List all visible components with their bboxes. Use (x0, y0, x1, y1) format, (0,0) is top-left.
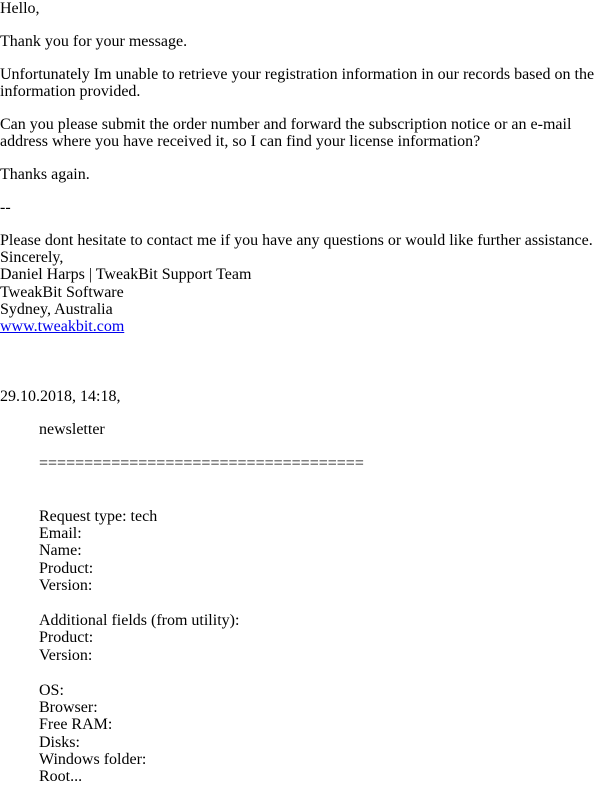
greeting: Hello, (0, 0, 40, 17)
field-version: Version: (39, 577, 93, 594)
system-browser: Browser: (39, 699, 98, 716)
paragraph-2-line-2: address where you have received it, so I can find your license information? (0, 133, 481, 150)
quoted-date-line: 29.10.2018, 14:18, (0, 388, 121, 405)
system-partial-next-line: Root... (39, 768, 83, 785)
system-windows-folder: Windows folder: (39, 751, 147, 768)
signature-separator: -- (0, 199, 11, 216)
quoted-rule: ==================================== (39, 455, 364, 472)
hesitate-line: Please dont hesitate to contact me if you have any questions or would like further assistance. (0, 232, 593, 249)
sincerely: Sincerely, (0, 249, 64, 266)
system-free-ram: Free RAM: (39, 716, 113, 733)
paragraph-2-line-1: Can you please submit the order number and forward the subscription notice or an e-mail (0, 116, 572, 133)
additional-version: Version: (39, 647, 93, 664)
signature-name-team: Daniel Harps | TweakBit Support Team (0, 266, 252, 283)
additional-product: Product: (39, 629, 94, 646)
website-link-wrapper (0, 318, 124, 335)
field-name: Name: (39, 542, 82, 559)
field-email: Email: (39, 525, 82, 542)
system-os: OS: (39, 682, 64, 699)
field-product: Product: (39, 560, 94, 577)
quoted-subject: newsletter (39, 421, 105, 438)
thanks-line: Thank you for your message. (0, 33, 188, 50)
website-link[interactable]: www.tweakbit.com (0, 318, 125, 335)
paragraph-1-line-2: information provided. (0, 83, 141, 100)
paragraph-1-line-1: Unfortunately Im unable to retrieve your registration information in our records based on the (0, 66, 594, 83)
field-request-type: Request type: tech (39, 508, 158, 525)
system-disks: Disks: (39, 734, 80, 751)
signature-location: Sydney, Australia (0, 301, 113, 318)
thanks-again: Thanks again. (0, 166, 90, 183)
additional-fields-heading: Additional fields (from utility): (39, 612, 240, 629)
signature-company: TweakBit Software (0, 284, 124, 301)
